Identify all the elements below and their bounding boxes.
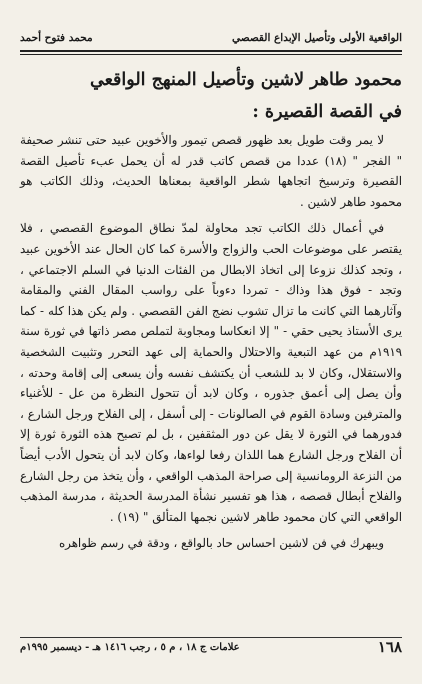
header-rule: [20, 50, 402, 52]
article-title: [20, 64, 402, 128]
article-title-line-2: في القصة القصيرة :: [252, 102, 402, 122]
header-author: محمد فتوح أحمد: [20, 32, 93, 44]
paragraph-2: في أعمال ذلك الكاتب تجد محاولة لمدّ نطاق الموضوع القصصي ، فلا يقتصر على موضوعات الحب والزواج والأسرة كما كان الحال عند الأخوين عبيد ، وتجد كذلك نزوعا إلى اتخاذ الابطال من الفئات الدنيا في السلم الاجتماعي ، وتجد - فوق هذا وذاك - تمردا دءوباً على رواسب المقال الفني والمقامة وآثارهما التي كانت ما تزال تشوب نضج الفن القصصي . ولم يكن هذا كله - كما يرى الأستاذ يحيى حقي - " إلا انعكاسا ومجاوبة لتملص مصر ذاتها في ثورة سنة ١٩١٩م من عهد التبعية والاحتلال والحماية إلى عهد التحرر وتثبيت الشخصية والاستقلال، وكان لا بد للشعب أن يكتشف نفسه وأن يسعى إلى إقامة وحدته ، وأن يصل إلى أعمق جذوره ، وكان لابد أن تتحول النظرة من عل - للأغنياء والمترفين وسادة القوم في الصالونات - إلى أسفل ، إلى الفلاح ورجل الشارع ، فدورهما في الثورة لا يقل عن دور المثقفين ، بل لم تصبح هذه الثورة ثورة إلا أن الفلاح ورجل الشارع هما اللذان رفعا لواءها، وكان لابد أن يتحول الأدب أيضاً من النزعة الرومانسية إلى صراحة المذهب الواقعي ، وأن يتخذ من رجل الشارع والفلاح أبطال قصصه ، هذا هو تفسير نشأة المدرسة الحديثة ، مدرسة المذهب الواقعي التي كان محمود طاهر لاشين نجمها المتألق " (١٩) .: [20, 221, 402, 524]
article-body: [20, 130, 402, 554]
paragraph-3: ويبهرك في فن لاشين احساس حاد بالواقع ، ودقة في رسم ظواهره: [59, 536, 384, 551]
header-rule-thin: [20, 54, 402, 55]
running-header: [20, 30, 402, 46]
page-footer: [20, 638, 402, 656]
issue-info: علامات ج ١٨ ، م ٥ ، رجب ١٤١٦ هـ - ديسمبر ١٩٩٥م: [20, 641, 240, 653]
page-number: ١٦٨: [377, 638, 402, 656]
header-section-title: الواقعية الأولى وتأصيل الإبداع القصصي: [231, 32, 402, 44]
paragraph-1: لا يمر وقت طويل بعد ظهور قصص تيمور والأخوين عبيد حتى تنشر صحيفة " الفجر " (١٨) عددا من قصص كاتب قدر له أن يحمل عبء تأصيل القصة القصيرة وترسيخ اتجاهها شطر الواقعية بمعناها الحديث، وذلك الكاتب هو محمود طاهر لاشين .: [20, 133, 402, 209]
article-title-line-1: محمود طاهر لاشين وتأصيل المنهج الواقعي: [90, 70, 402, 90]
